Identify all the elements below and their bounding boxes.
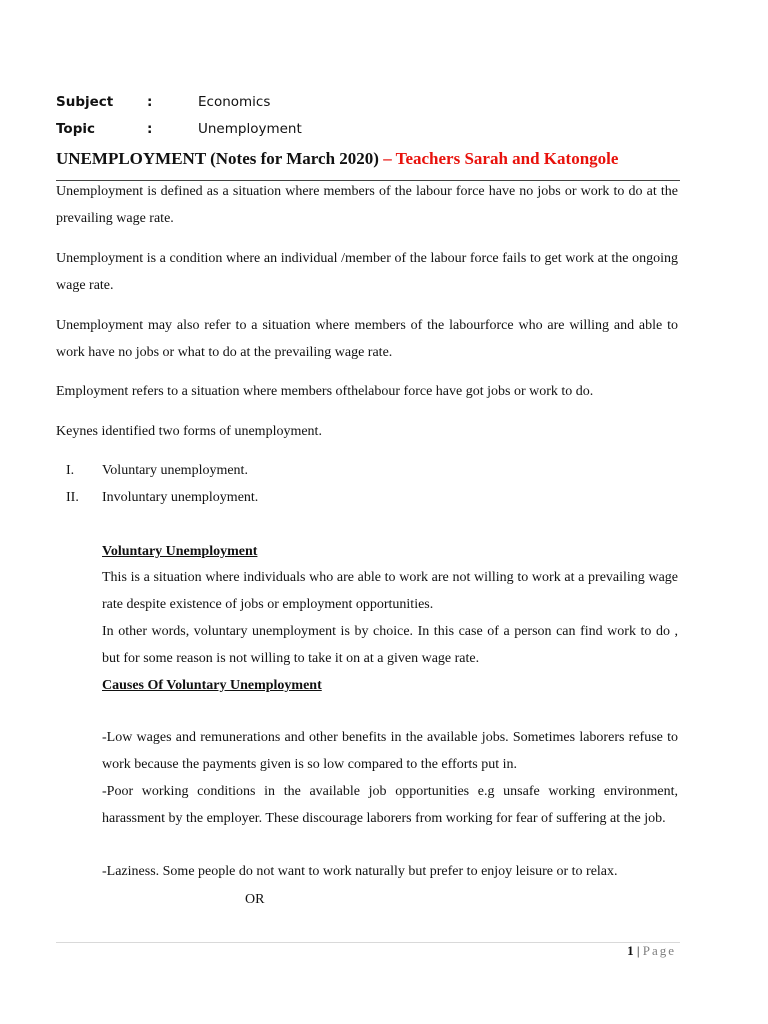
definition-paragraph-2: Unemployment is a condition where an individual /member of the labour force fails to get work at the ongoing wage rate. — [56, 251, 678, 293]
cause-item-poor-conditions: -Poor working conditions in the available job opportunities e.g unsafe working environment, harassment by the employer. These discourage laborers from working for fear of suffering at the job. — [102, 784, 678, 826]
definition-paragraph-3: Unemployment may also refer to a situation where members of the labourforce who are willing and able to work have no jobs or what to do at the prevailing wage rate. — [56, 318, 678, 360]
subject-label: Subject — [56, 94, 114, 110]
page-number: 1 — [627, 943, 634, 958]
cause-item-low-wages: -Low wages and remunerations and other benefits in the available jobs. Sometimes laborers refuse to work because the payments given is so low compared to the efforts put in. — [102, 730, 678, 772]
subject-colon: : — [147, 94, 153, 110]
cause-item-laziness: -Laziness. Some people do not want to work naturally but prefer to enjoy leisure or to relax. — [102, 864, 618, 879]
topic-label: Topic — [56, 121, 95, 137]
page-footer — [627, 942, 676, 960]
topic-value: Unemployment — [198, 121, 302, 137]
keynes-paragraph: Keynes identified two forms of unemployment. — [56, 424, 322, 439]
title-main: UNEMPLOYMENT (Notes for March 2020) — [56, 149, 379, 168]
footer-divider — [56, 942, 680, 943]
definition-paragraph-1: Unemployment is defined as a situation where members of the labour force have no jobs or work to do at the prevailing wage rate. — [56, 184, 678, 226]
title-authors: – Teachers Sarah and Katongole — [378, 149, 619, 168]
document-title — [56, 149, 618, 169]
voluntary-explanation: In other words, voluntary unemployment is by choice. In this case of a person can find work to do , but for some reason is not willing to take it on at a given wage rate. — [102, 624, 678, 666]
or-separator: OR — [245, 892, 265, 907]
topic-colon: : — [147, 121, 153, 137]
employment-paragraph: Employment refers to a situation where members ofthelabour force have got jobs or work to do. — [56, 384, 594, 399]
list-text: Voluntary unemployment. — [102, 463, 248, 478]
page-separator: | — [633, 943, 643, 958]
list-number: II. — [66, 490, 79, 505]
page-word: Page — [642, 943, 676, 958]
voluntary-definition: This is a situation where individuals who are able to work are not willing to work at a prevailing wage rate despite existence of jobs or employment opportunities. — [102, 570, 678, 612]
subject-value: Economics — [198, 94, 271, 110]
list-text: Involuntary unemployment. — [102, 490, 259, 505]
list-item — [56, 484, 678, 511]
voluntary-heading: Voluntary Unemployment — [102, 544, 258, 559]
list-item — [56, 457, 678, 484]
causes-heading: Causes Of Voluntary Unemployment — [102, 678, 322, 693]
list-number: I. — [66, 463, 75, 478]
